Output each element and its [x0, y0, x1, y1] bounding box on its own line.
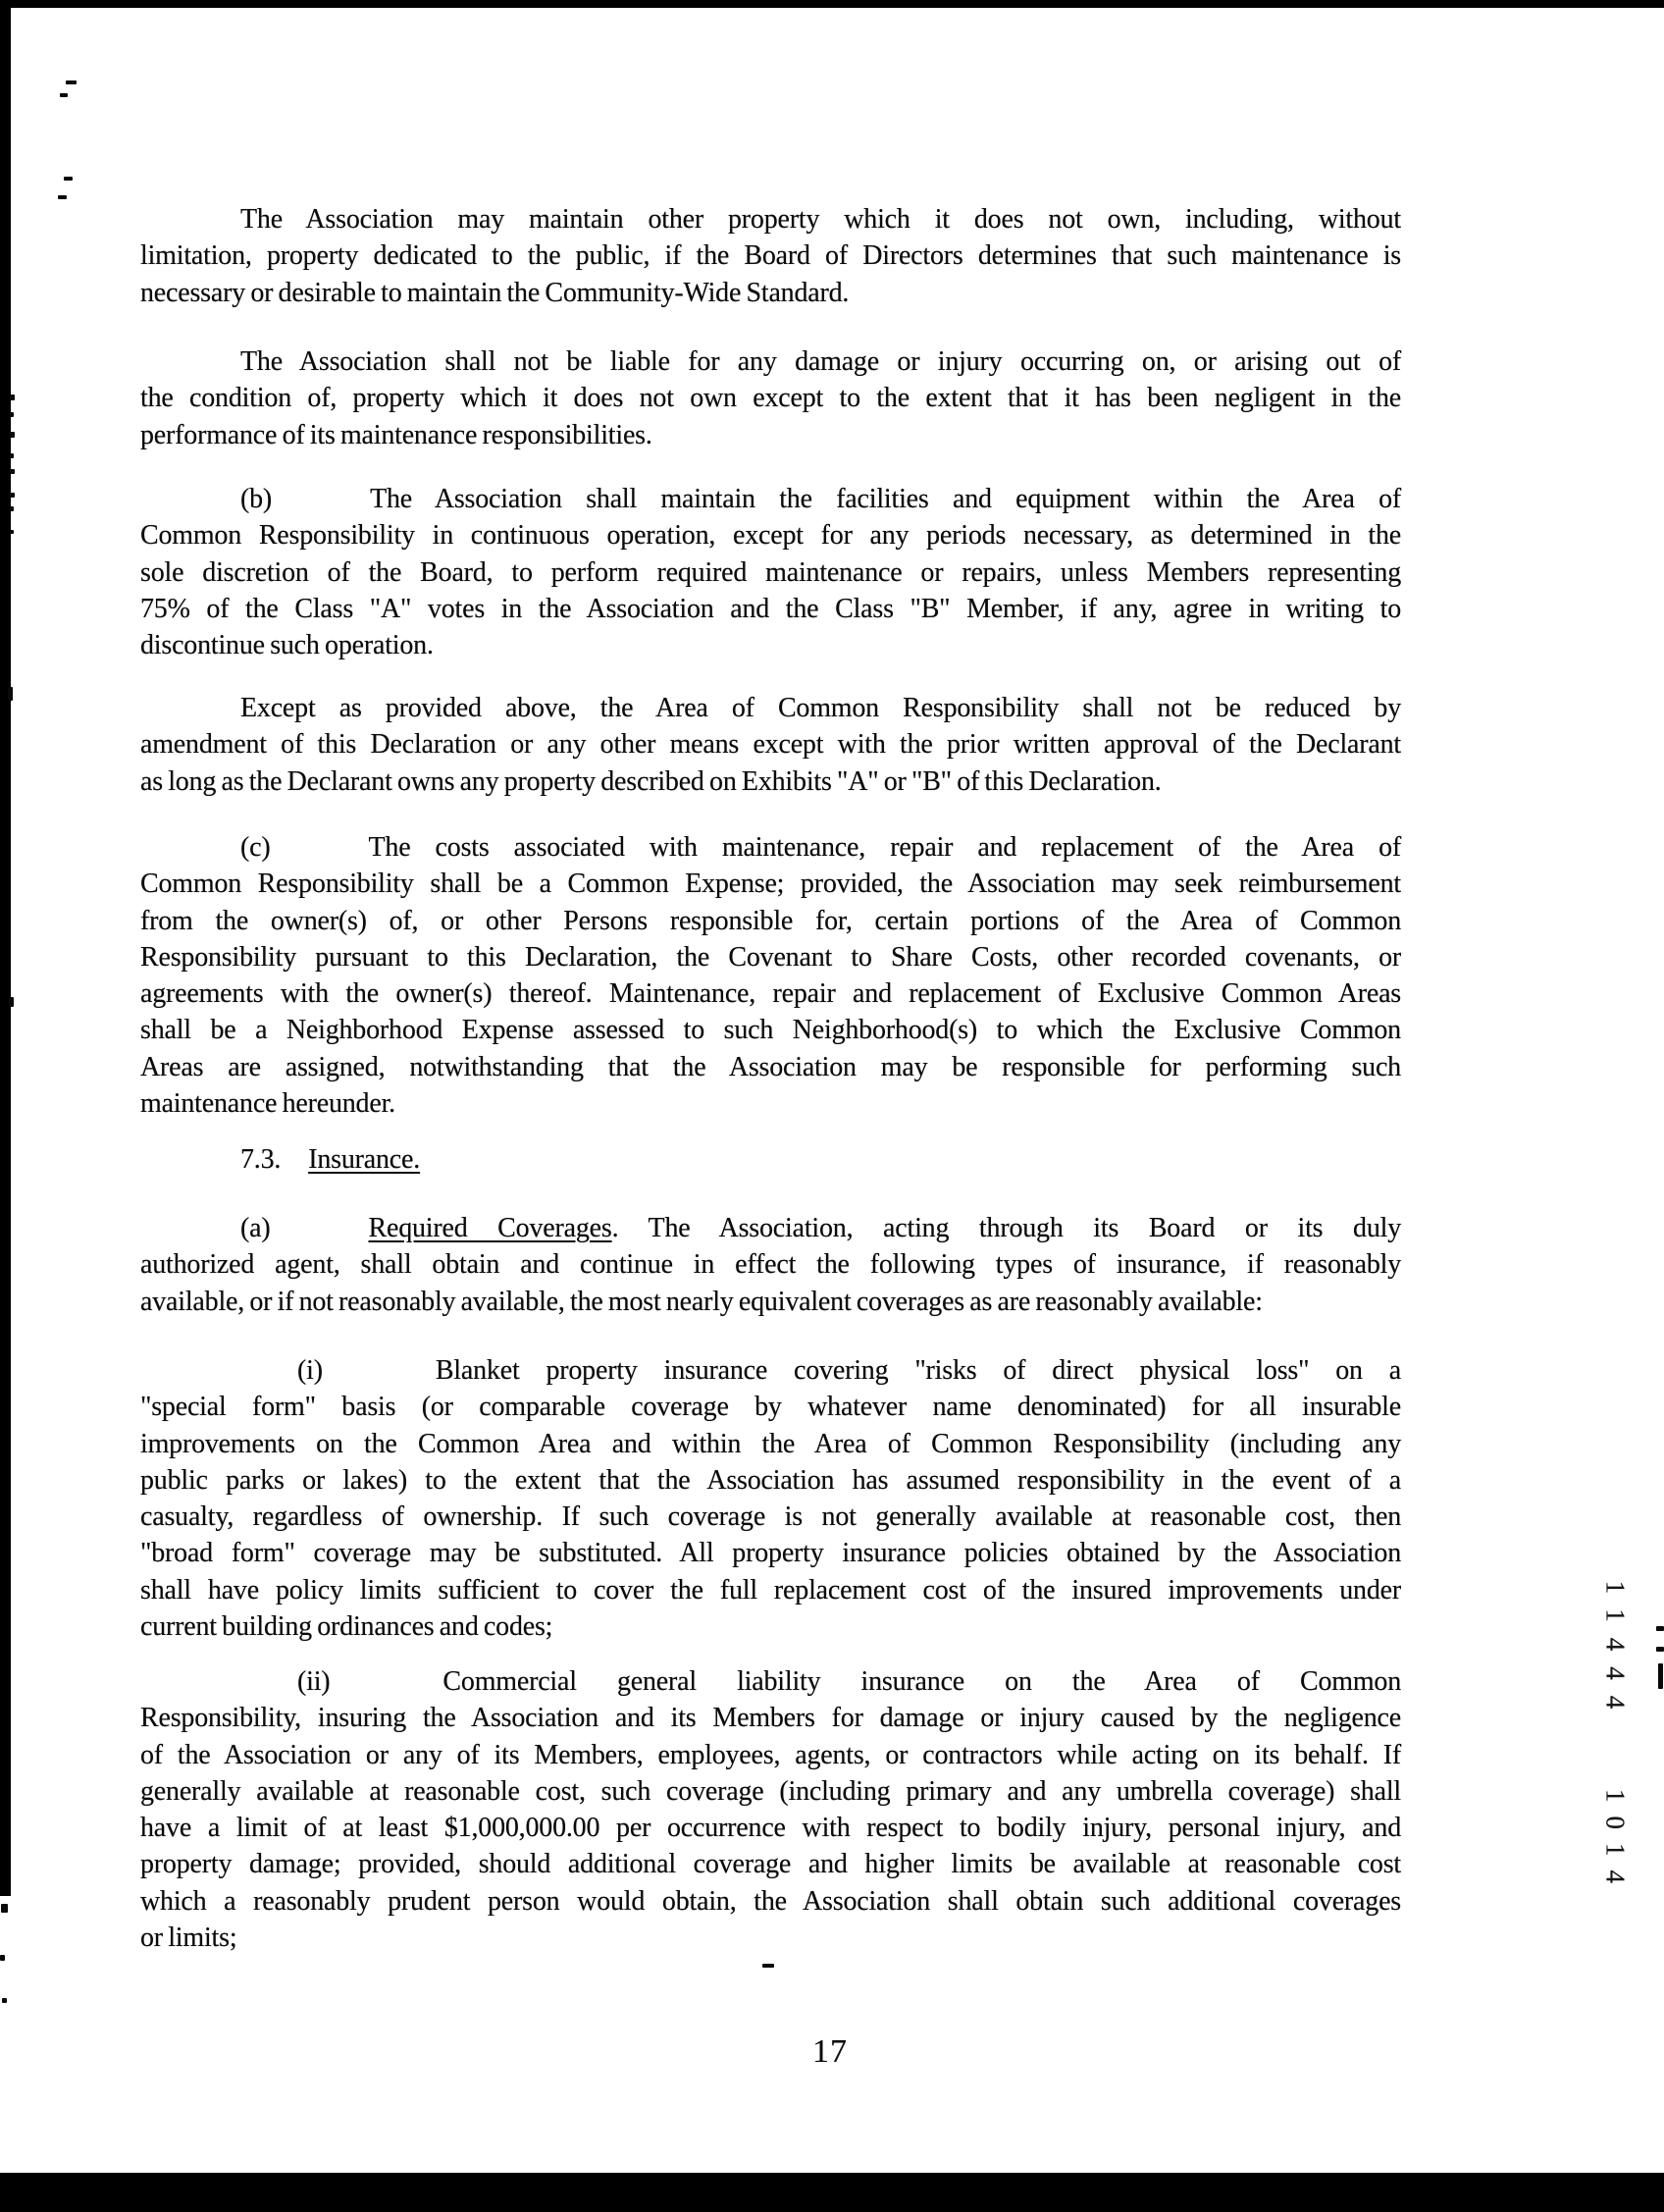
- para-item-c-costs: [140, 829, 1401, 1122]
- para-item-i-blanket-property-line-7: shall have policy limits sufficient to cover the full replacement cost of the insured improvements under: [140, 1574, 1401, 1606]
- para-not-liable-line-1: The Association shall not be liable for any damage or injury occurring on, or arising out of: [240, 346, 1401, 377]
- page-number: 17: [812, 2033, 848, 2070]
- para-except-as-provided: [140, 690, 1401, 800]
- para-item-b-facilities-line-1: (b) The Association shall maintain the facilities and equipment within the Area of: [240, 484, 1401, 514]
- para-maintain-other-property: [140, 201, 1401, 311]
- para-item-ii-commercial-liability-line-3: of the Association or any of its Members, employees, agents, or contractors while acting on its behalf. If: [140, 1739, 1401, 1770]
- margin-stamp-bottom: 1014: [1600, 1789, 1631, 1897]
- underlined-text: Insurance.: [308, 1144, 421, 1175]
- para-item-c-costs-line-7: Areas are assigned, notwithstanding that the Association may be responsible for performing such: [140, 1051, 1401, 1082]
- para-item-c-costs-line-3: from the owner(s) of, or other Persons responsible for, certain portions of the Area of Common: [140, 905, 1401, 936]
- para-item-c-costs-line-1: (c) The costs associated with maintenance, repair and replacement of the Area of: [240, 832, 1401, 863]
- para-item-a-required-coverages-line-1: (a) Required Coverages. The Association, acting through its Board or its duly: [240, 1213, 1402, 1243]
- para-except-as-provided-line-2: amendment of this Declaration or any other means except with the prior written approval of the Declarant: [140, 729, 1401, 761]
- para-item-ii-commercial-liability-line-2: Responsibility, insuring the Association and its Members for damage or injury caused by the negligence: [140, 1703, 1401, 1734]
- para-item-ii-commercial-liability-line-4: generally available at reasonable cost, such coverage (including primary and any umbrella coverage) shall: [140, 1775, 1401, 1807]
- para-item-i-blanket-property-line-4: public parks or lakes) to the extent that the Association has assumed responsibility in the event of a: [140, 1464, 1401, 1496]
- para-maintain-other-property-line-1: The Association may maintain other property which it does not own, including, without: [240, 204, 1401, 235]
- para-item-ii-commercial-liability-line-8: or limits;: [140, 1922, 237, 1954]
- para-maintain-other-property-line-2: limitation, property dedicated to the public, if the Board of Directors determines that such maintenance is: [140, 240, 1401, 272]
- para-item-b-facilities-line-2: Common Responsibility in continuous operation, except for any periods necessary, as determined in the: [140, 520, 1401, 552]
- para-maintain-other-property-line-3: necessary or desirable to maintain the Community-Wide Standard.: [140, 277, 850, 308]
- para-item-c-costs-line-8: maintenance hereunder.: [140, 1088, 395, 1120]
- para-item-b-facilities-line-3: sole discretion of the Board, to perform required maintenance or repairs, unless Members representing: [140, 556, 1401, 588]
- para-item-a-required-coverages-line-2: authorized agent, shall obtain and continue in effect the following types of insurance, if reasonably: [140, 1249, 1401, 1281]
- heading-7-3-insurance: [140, 1141, 1401, 1178]
- para-item-i-blanket-property-line-8: current building ordinances and codes;: [140, 1611, 553, 1643]
- para-item-a-required-coverages-line-3: available, or if not reasonably available, the most nearly equivalent coverages as are reasonably available:: [140, 1286, 1263, 1317]
- para-item-c-costs-line-2: Common Responsibility shall be a Common Expense; provided, the Association may seek reimbursement: [140, 869, 1401, 900]
- para-item-i-blanket-property-line-5: casualty, regardless of ownership. If such coverage is not generally available at reasonable cost, then: [140, 1501, 1401, 1533]
- para-item-ii-commercial-liability-line-6: property damage; provided, should additional coverage and higher limits be available at reasonable cost: [140, 1849, 1401, 1880]
- para-except-as-provided-line-3: as long as the Declarant owns any property described on Exhibits "A" or "B" of this Declaration.: [140, 765, 1162, 797]
- para-item-i-blanket-property-line-6: "broad form" coverage may be substituted. All property insurance policies obtained by the Association: [140, 1538, 1401, 1569]
- para-item-c-costs-line-4: Responsibility pursuant to this Declaration, the Covenant to Share Costs, other recorded covenants, or: [140, 941, 1401, 973]
- para-item-i-blanket-property: [140, 1352, 1401, 1645]
- para-item-ii-commercial-liability-line-7: which a reasonably prudent person would obtain, the Association shall obtain such additional coverages: [140, 1885, 1401, 1917]
- para-not-liable: [140, 343, 1401, 453]
- para-item-i-blanket-property-line-3: improvements on the Common Area and within the Area of Common Responsibility (including any: [140, 1428, 1401, 1459]
- para-item-b-facilities: [140, 481, 1401, 663]
- para-except-as-provided-line-1: Except as provided above, the Area of Common Responsibility shall not be reduced by: [240, 693, 1401, 723]
- para-not-liable-line-3: performance of its maintenance responsibilities.: [140, 419, 652, 450]
- para-item-i-blanket-property-line-1: (i) Blanket property insurance covering "risks of direct physical loss" on a: [297, 1355, 1401, 1386]
- para-item-i-blanket-property-line-2: "special form" basis (or comparable coverage by whatever name denominated) for all insurable: [140, 1392, 1401, 1423]
- para-item-ii-commercial-liability: [140, 1663, 1401, 1956]
- margin-stamp-top: 11444: [1600, 1580, 1631, 1725]
- para-not-liable-line-2: the condition of, property which it does not own except to the extent that it has been negligent in the: [140, 383, 1401, 414]
- para-item-b-facilities-line-4: 75% of the Class "A" votes in the Association and the Class "B" Member, if any, agree in writing to: [140, 593, 1401, 624]
- underlined-text: Required Coverages: [368, 1213, 612, 1243]
- para-item-c-costs-line-5: agreements with the owner(s) thereof. Maintenance, repair and replacement of Exclusive Common Areas: [140, 978, 1401, 1010]
- para-item-c-costs-line-6: shall be a Neighborhood Expense assessed to such Neighborhood(s) to which the Exclusive Common: [140, 1015, 1401, 1046]
- heading-7-3-insurance-line-1: 7.3. Insurance.: [240, 1144, 421, 1175]
- para-item-ii-commercial-liability-line-5: have a limit of at least $1,000,000.00 per occurrence with respect to bodily injury, personal injury, and: [140, 1813, 1401, 1844]
- para-item-ii-commercial-liability-line-1: (ii) Commercial general liability insurance on the Area of Common: [297, 1666, 1401, 1697]
- para-item-b-facilities-line-5: discontinue such operation.: [140, 630, 434, 661]
- para-item-a-required-coverages: [140, 1210, 1401, 1320]
